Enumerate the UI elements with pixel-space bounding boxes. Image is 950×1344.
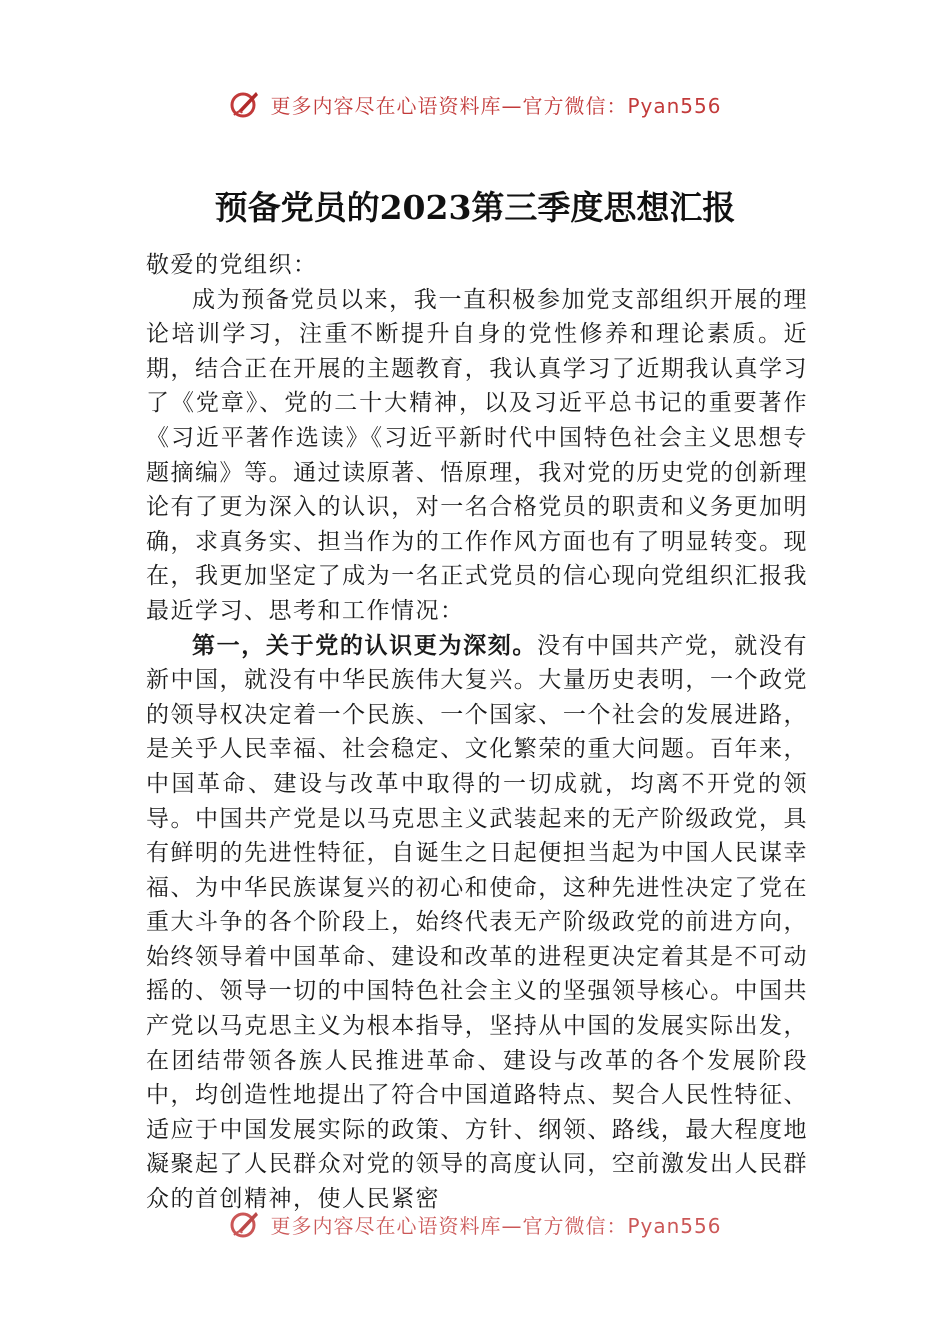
document-title: 预备党员的2023第三季度思想汇报 — [214, 188, 736, 227]
watermark-text: 更多内容尽在心语资料库—官方微信：Pyan556 — [270, 93, 722, 118]
salutation: 敬爱的党组织： — [146, 252, 318, 278]
document-body — [146, 248, 808, 1217]
section-one-body: 没有中国共产党，就没有新中国，就没有中华民族伟大复兴。大量历史表明，一个政党的领导权决定着一个民族、一个国家、一个社会的发展进路，是关乎人民幸福、社会稳定、文化繁荣的重大问题。百年来，中国革命、建设与改革中取得的一切成就，均离不开党的领导。中国共产党是以马克思主义武装起来的无产阶级政党，具有鲜明的先进性特征，自诞生之日起便担当起为中国人民谋幸福、为中华民族谋复兴的初心和使命，这种先进性决定了党在重大斗争的各个阶段上，始终代表无产阶级政党的前进方向，始终领导着中国革命、建设和改革的进程更决定着其是不可动摇的、领导一切的中国特色社会主义的坚强领导核心。中国共产党以马克思主义为根本指导，坚持从中国的发展实际出发，在团结带领各族人民推进革命、建设与改革的各个发展阶段中，均创造性地提出了符合中国道路特点、契合人民性特征、适应于中国发展实际的政策、方针、纲领、路线，最大程度地凝聚起了人民群众对党的领导的高度认同，空前激发出人民群众的首创精神，使人民紧密 — [146, 632, 809, 1213]
header-watermark — [0, 84, 950, 124]
footer-watermark — [0, 1204, 950, 1244]
watermark-text: 更多内容尽在心语资料库—官方微信：Pyan556 — [270, 1213, 722, 1238]
quill-logo-icon — [228, 87, 262, 121]
quill-logo-icon — [228, 1207, 262, 1241]
section-one-paragraph — [146, 629, 808, 1217]
intro-paragraph: 成为预备党员以来，我一直积极参加党支部组织开展的理论培训学习，注重不断提升自身的党性修养和理论素质。近期，结合正在开展的主题教育，我认真学习了近期我认真学习了《党章》、党的二十大精神，以及习近平总书记的重要著作《习近平著作选读》《习近平新时代中国特色社会主义思想专题摘编》等。通过读原著、悟原理，我对党的历史党的创新理论有了更为深入的认识，对一名合格党员的职责和义务更加明确，求真务实、担当作为的工作作风方面也有了明显转变。现在，我更加坚定了成为一名正式党员的信心现向党组织汇报我最近学习、思考和工作情况： — [146, 286, 808, 624]
section-one-heading: 第一，关于党的认识更为深刻。 — [192, 631, 538, 659]
